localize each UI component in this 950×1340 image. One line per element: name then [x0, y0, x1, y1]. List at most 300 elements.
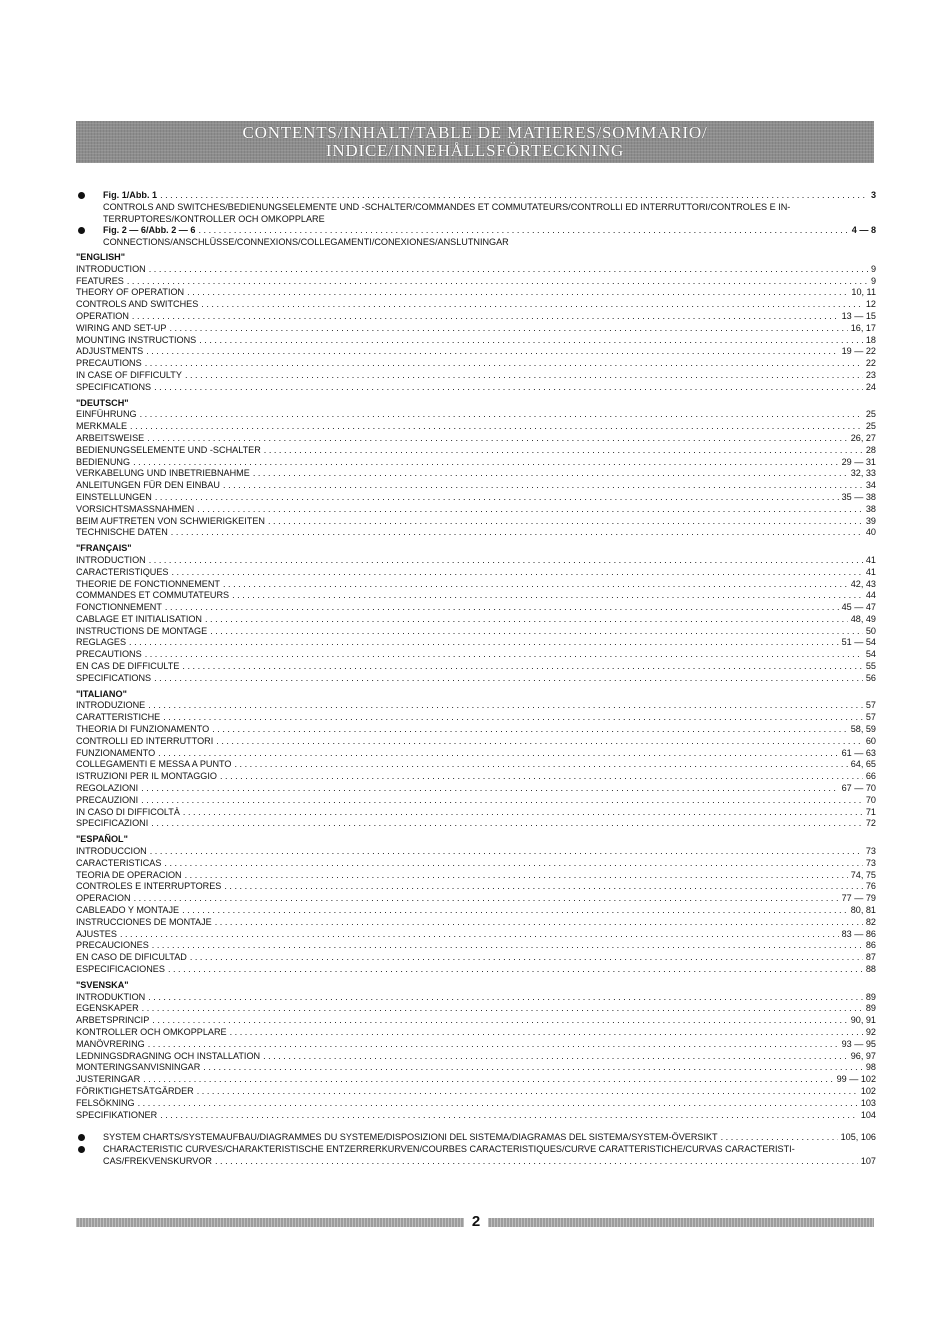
dot-leader [182, 661, 862, 673]
entry-title-line-1: CHARACTERISTIC CURVES/CHARAKTERISTISCHE ENTZERRERKURVEN/COURBES CARACTERISTIQUES/CURVE CARATTERISTICHE/CURVAS CARACTERISTI- [103, 1144, 795, 1155]
page-ref: 57 [865, 700, 876, 711]
dot-leader [160, 190, 868, 202]
entry-title: THEORIA DI FUNZIONAMENTO [76, 724, 210, 735]
page-ref: 12 [865, 299, 876, 310]
page-ref: 89 [865, 1003, 876, 1014]
toc-row [76, 1062, 876, 1074]
entry-title: EINFÜHRUNG [76, 409, 137, 420]
dot-leader [160, 1110, 858, 1122]
section-heading: "ENGLISH" [76, 251, 126, 262]
page-ref: 35 — 38 [841, 491, 876, 502]
toc-row [76, 940, 876, 952]
toc-row [76, 1086, 876, 1098]
section-heading: "FRANÇAIS" [76, 543, 132, 554]
dot-leader [148, 1039, 839, 1051]
dot-leader [268, 516, 863, 528]
entry-title: ISTRUZIONI PER IL MONTAGGIO [76, 771, 217, 782]
page-ref: 74, 75 [850, 869, 876, 880]
page-ref: 25 [865, 409, 876, 420]
toc-row [76, 555, 876, 567]
entry-title: SPECIFIKATIONER [76, 1109, 158, 1120]
page-ref: 73 [865, 857, 876, 868]
toc-row [76, 602, 876, 614]
appendix-entries [76, 1132, 876, 1167]
page-ref: 3 [870, 190, 876, 200]
dot-leader [224, 881, 863, 893]
dot-leader [142, 1003, 863, 1015]
dot-leader [223, 579, 848, 591]
entry-title: THEORY OF OPERATION [76, 287, 185, 298]
page-ref: 55 [865, 661, 876, 672]
toc-row [76, 1015, 876, 1027]
dot-leader [212, 724, 847, 736]
dot-leader [185, 370, 863, 382]
toc-row [76, 795, 876, 807]
page-ref: 38 [865, 503, 876, 514]
page-ref: 58, 59 [850, 724, 876, 735]
toc-row [76, 370, 876, 382]
page-ref: 26, 27 [850, 432, 876, 443]
figure-description: CONTROLS AND SWITCHES/BEDIENUNGSELEMENTE UND -SCHALTER/COMMANDES ET COMMUTATEURS/CONTROLLI ED INTERRUTTORI/CONTROLES E IN-TERRUPTORES/KONTROLLER OCH OMKOPPLARE [103, 201, 791, 224]
dot-leader [168, 964, 863, 976]
page-number: 2 [471, 1213, 481, 1230]
section-heading: "SVENSKA" [76, 979, 129, 990]
toc-row [76, 929, 876, 941]
dot-leader [205, 614, 848, 626]
dot-leader [140, 409, 863, 421]
toc-row [103, 1132, 876, 1144]
toc-row [76, 818, 876, 830]
dot-leader [127, 276, 868, 288]
dot-leader [149, 555, 863, 567]
dot-leader [163, 712, 863, 724]
bullet-icon [78, 192, 85, 199]
page-ref: 57 [865, 712, 876, 723]
entry-title: CABLEADO Y MONTAJE [76, 905, 180, 916]
entry-title: CONTROLLI ED INTERRUTTORI [76, 735, 214, 746]
toc-row [76, 264, 876, 276]
toc-row [76, 649, 876, 661]
toc-row [103, 190, 876, 202]
page-ref: 51 — 54 [841, 637, 876, 648]
contents-banner [76, 121, 874, 163]
figure-entry-2 [76, 225, 876, 249]
entry-title: INTRODUCTION [76, 263, 146, 274]
page-ref: 9 [870, 275, 876, 286]
dot-leader [169, 323, 847, 335]
toc-row [76, 1051, 876, 1063]
dot-leader [171, 567, 862, 579]
page-ref: 13 — 15 [841, 310, 876, 321]
banner-title-line-1: CONTENTS/INHALT/TABLE DE MATIERES/SOMMARIO/ [242, 123, 708, 142]
dot-leader [215, 1156, 858, 1168]
toc-row [76, 626, 876, 638]
dot-leader [264, 445, 863, 457]
toc-row [76, 382, 876, 394]
system-charts-entry [76, 1132, 876, 1144]
entry-title: ANLEITUNGEN FÜR DEN EINBAU [76, 480, 221, 491]
dot-leader [143, 1074, 833, 1086]
entry-title: BEIM AUFTRETEN VON SCHWIERIGKEITEN [76, 515, 265, 526]
bullet-icon [78, 227, 85, 234]
dot-leader [182, 905, 848, 917]
page-ref: 45 — 47 [841, 602, 876, 613]
entry-title: COMMANDES ET COMMUTATEURS [76, 590, 230, 601]
entry-title: INTRODUKTION [76, 991, 146, 1002]
page-ref: 70 [865, 794, 876, 805]
toc-row [76, 700, 876, 712]
dot-leader [164, 858, 862, 870]
dot-leader [197, 504, 863, 516]
entry-title: ADJUSTMENTS [76, 346, 144, 357]
entry-title: IN CASO DI DIFFICOLTÀ [76, 806, 180, 817]
dot-leader [148, 992, 863, 1004]
toc-row [76, 323, 876, 335]
dot-leader [154, 382, 863, 394]
table-of-contents [76, 190, 876, 1168]
entry-title: REGOLAZIONI [76, 783, 139, 794]
toc-row [76, 409, 876, 421]
page-ref: 61 — 63 [841, 747, 876, 758]
entry-title: INTRODUCCION [76, 846, 147, 857]
entry-title: VERKABELUNG UND INBETRIEBNAHME [76, 468, 250, 479]
entry-title: INSTRUCTIONS DE MONTAGE [76, 625, 208, 636]
toc-row [76, 590, 876, 602]
toc-row [76, 1027, 876, 1039]
toc-row [76, 858, 876, 870]
page-ref: 41 [865, 566, 876, 577]
entry-title: REGLAGES [76, 637, 127, 648]
bullet-icon [78, 1134, 85, 1141]
toc-row [76, 567, 876, 579]
toc-row [76, 952, 876, 964]
page-ref: 99 — 102 [836, 1074, 876, 1085]
entry-title: INTRODUCTION [76, 554, 146, 565]
entry-title: MERKMALE [76, 421, 128, 432]
page-ref: 86 [865, 940, 876, 951]
dot-leader [253, 468, 848, 480]
figure-label: Fig. 2 — 6/Abb. 2 — 6 [103, 225, 196, 236]
page-ref: 40 [865, 527, 876, 538]
toc-row [76, 1003, 876, 1015]
page-ref: 96, 97 [850, 1050, 876, 1061]
page-ref: 89 [865, 991, 876, 1002]
footer-rule-left [76, 1218, 464, 1227]
page-ref: 72 [865, 818, 876, 829]
dot-leader [185, 870, 848, 882]
language-sections [76, 252, 876, 1121]
page-ref: 73 [865, 846, 876, 857]
toc-row [76, 445, 876, 457]
toc-row [76, 504, 876, 516]
toc-row [76, 358, 876, 370]
dot-leader [201, 299, 863, 311]
entry-title: MONTERINGSANVISNINGAR [76, 1062, 201, 1073]
entry-title: EGENSKAPER [76, 1003, 139, 1014]
toc-row [76, 1039, 876, 1051]
figure-description: CONNECTIONS/ANSCHLÜSSE/CONNEXIONS/COLLEGAMENTI/CONEXIONES/ANSLUTNINGAR [103, 237, 509, 248]
toc-row [76, 421, 876, 433]
entry-title: PRECAUTIONS [76, 649, 142, 660]
page-ref: 18 [865, 334, 876, 345]
toc-row [76, 870, 876, 882]
toc-row [76, 457, 876, 469]
dot-leader [148, 700, 863, 712]
dot-leader [223, 480, 863, 492]
page-ref: 4 — 8 [851, 225, 876, 236]
entry-title: SPECIFICAZIONI [76, 818, 149, 829]
entry-title: LEDNINGSDRAGNING OCH INSTALLATION [76, 1050, 261, 1061]
entry-title: CABLAGE ET INITIALISATION [76, 613, 202, 624]
entry-title: CARACTERISTIQUES [76, 566, 169, 577]
dot-leader [138, 1098, 858, 1110]
toc-row [76, 614, 876, 626]
entry-title: OPERATION [76, 310, 129, 321]
toc-row [76, 724, 876, 736]
figure-entry-1 [76, 190, 876, 225]
dot-leader [154, 673, 863, 685]
page-ref: 42, 43 [850, 578, 876, 589]
dot-leader [165, 602, 839, 614]
toc-row [76, 783, 876, 795]
toc-row [76, 335, 876, 347]
page-ref: 76 [865, 881, 876, 892]
entry-title: ESPECIFICACIONES [76, 964, 165, 974]
toc-row [76, 299, 876, 311]
bullet-icon [78, 1146, 85, 1153]
dot-leader [198, 225, 848, 237]
toc-row [76, 964, 876, 976]
dot-leader [120, 929, 839, 941]
toc-row [76, 492, 876, 504]
dot-leader [234, 759, 847, 771]
entry-title: FÖRIKTIGHETSÅTGÄRDER [76, 1085, 194, 1096]
dot-leader [216, 736, 863, 748]
toc-row [76, 516, 876, 528]
page-ref: 34 [865, 480, 876, 491]
dot-leader [190, 952, 863, 964]
toc-row [76, 807, 876, 819]
entry-title: BEDIENUNGSELEMENTE UND -SCHALTER [76, 444, 261, 455]
toc-row [76, 311, 876, 323]
dot-leader [230, 1027, 863, 1039]
dot-leader [147, 433, 847, 445]
dot-leader [152, 940, 863, 952]
entry-title: CARATTERISTICHE [76, 712, 161, 723]
page-ref: 9 [870, 263, 876, 274]
entry-title: PRECAUZIONI [76, 794, 139, 805]
toc-row [76, 346, 876, 358]
page-ref: 67 — 70 [841, 783, 876, 794]
toc-row [76, 992, 876, 1004]
toc-row [76, 736, 876, 748]
dot-leader [210, 626, 863, 638]
page-ref: 32, 33 [850, 468, 876, 479]
page-ref: 77 — 79 [841, 893, 876, 904]
dot-leader [263, 1051, 848, 1063]
section-heading: "ITALIANO" [76, 688, 127, 699]
toc-row [76, 673, 876, 685]
toc-row [76, 527, 876, 539]
page-ref: 54 [865, 649, 876, 660]
entry-title: TECHNISCHE DATEN [76, 527, 168, 538]
dot-leader [149, 264, 868, 276]
dot-leader [232, 590, 863, 602]
entry-title: THEORIE DE FONCTIONNEMENT [76, 578, 220, 589]
toc-row [76, 1098, 876, 1110]
page-ref: 105, 106 [840, 1132, 876, 1143]
page-ref: 28 [865, 444, 876, 455]
dot-leader [187, 287, 848, 299]
entry-title: FONCTIONNEMENT [76, 602, 162, 613]
entry-title: EN CAS DE DIFFICULTE [76, 661, 180, 672]
dot-leader [183, 807, 863, 819]
page-ref: 107 [860, 1155, 876, 1166]
entry-title: MOUNTING INSTRUCTIONS [76, 334, 197, 345]
entry-title: SPECIFICATIONS [76, 381, 152, 392]
page-ref: 19 — 22 [841, 346, 876, 357]
entry-title: PRECAUTIONS [76, 358, 142, 369]
page-ref: 92 [865, 1026, 876, 1037]
entry-title: ARBEITSWEISE [76, 432, 145, 443]
page-ref: 48, 49 [850, 613, 876, 624]
page-ref: 22 [865, 358, 876, 369]
page-ref: 80, 81 [850, 905, 876, 916]
characteristic-curves-entry [76, 1144, 876, 1168]
page-ref: 88 [865, 964, 876, 974]
dot-leader [220, 771, 863, 783]
toc-row [76, 712, 876, 724]
toc-row [76, 433, 876, 445]
entry-title: FELSÖKNING [76, 1097, 135, 1108]
dot-leader [146, 346, 838, 358]
entry-title: MANÖVRERING [76, 1038, 145, 1049]
dot-leader [158, 748, 838, 760]
toc-row [76, 579, 876, 591]
dot-leader [133, 457, 839, 469]
dot-leader [141, 783, 838, 795]
toc-row [76, 287, 876, 299]
entry-title: IN CASE OF DIFFICULTY [76, 369, 182, 380]
toc-row [76, 480, 876, 492]
toc-row [76, 1074, 876, 1086]
dot-leader [199, 335, 863, 347]
page-ref: 71 [865, 806, 876, 817]
page-ref: 64, 65 [850, 759, 876, 770]
dot-leader [130, 421, 863, 433]
entry-title: EINSTELLUNGEN [76, 491, 152, 502]
entry-title: FUNZIONAMENTO [76, 747, 156, 758]
toc-row [76, 917, 876, 929]
page-ref: 41 [865, 554, 876, 565]
page-ref: 10, 11 [851, 287, 876, 298]
entry-title: VORSICHTSMASSNAHMEN [76, 503, 195, 514]
page-ref: 104 [860, 1109, 876, 1120]
footer-rule-right [488, 1218, 874, 1227]
entry-title: JUSTERINGAR [76, 1074, 141, 1085]
page-ref: 87 [865, 952, 876, 963]
toc-row [76, 893, 876, 905]
dot-leader [171, 527, 863, 539]
entry-title: TEORIA DE OPERACION [76, 869, 182, 880]
toc-row [76, 276, 876, 288]
entry-title: COLLEGAMENTI E MESSA A PUNTO [76, 759, 232, 770]
page-ref: 39 [865, 515, 876, 526]
entry-title: FEATURES [76, 275, 124, 286]
page-ref: 25 [865, 421, 876, 432]
entry-title: OPERACION [76, 893, 131, 904]
entry-title: PRECAUCIONES [76, 940, 149, 951]
entry-title: KONTROLLER OCH OMKOPPLARE [76, 1026, 227, 1037]
dot-leader [215, 917, 863, 929]
entry-title: SPECIFICATIONS [76, 672, 152, 683]
dot-leader [134, 893, 839, 905]
entry-title: EN CASO DE DIFICULTAD [76, 952, 187, 963]
entry-title: BEDIENUNG [76, 456, 131, 467]
entry-title: WIRING AND SET-UP [76, 322, 167, 333]
page-ref: 93 — 95 [841, 1038, 876, 1049]
dot-leader [197, 1086, 858, 1098]
dot-leader [145, 358, 863, 370]
section-heading: "DEUTSCH" [76, 397, 129, 408]
entry-title-line-2: CAS/FREKVENSKURVOR [103, 1155, 212, 1166]
toc-row [76, 661, 876, 673]
figure-label: Fig. 1/Abb. 1 [103, 190, 158, 200]
page-ref: 82 [865, 916, 876, 927]
page-ref: 56 [865, 672, 876, 683]
toc-row [76, 1110, 876, 1122]
page-ref: 103 [860, 1097, 876, 1108]
toc-row [76, 759, 876, 771]
dot-leader [150, 846, 863, 858]
toc-row [76, 748, 876, 760]
entry-title: CARACTERISTICAS [76, 857, 162, 868]
toc-row [103, 1156, 876, 1168]
entry-title: AJUSTES [76, 928, 117, 939]
page-ref: 98 [865, 1062, 876, 1073]
dot-leader [132, 311, 839, 323]
dot-leader [141, 795, 863, 807]
page-ref: 23 [865, 369, 876, 380]
dot-leader [145, 649, 863, 661]
page-ref: 83 — 86 [841, 928, 876, 939]
toc-row [76, 905, 876, 917]
page-ref: 44 [865, 590, 876, 601]
entry-title: INTRODUZIONE [76, 700, 146, 711]
entry-title: INSTRUCCIONES DE MONTAJE [76, 916, 212, 927]
page-ref: 16, 17 [850, 322, 876, 333]
page-ref: 24 [865, 381, 876, 392]
dot-leader [129, 637, 839, 649]
entry-title: CONTROLES E INTERRUPTORES [76, 881, 222, 892]
toc-row [76, 637, 876, 649]
banner-title-line-2: INDICE/INNEHÅLLSFÖRTECKNING [325, 141, 625, 160]
dot-leader [155, 492, 839, 504]
toc-row [76, 846, 876, 858]
dot-leader [151, 818, 863, 830]
dot-leader [152, 1015, 847, 1027]
entry-title: CONTROLS AND SWITCHES [76, 299, 199, 310]
toc-row [76, 881, 876, 893]
page-ref: 66 [865, 771, 876, 782]
page-ref: 90, 91 [850, 1015, 876, 1026]
dot-leader [203, 1062, 863, 1074]
page-ref: 50 [865, 625, 876, 636]
page-ref: 60 [865, 735, 876, 746]
entry-title: ARBETSPRINCIP [76, 1015, 150, 1026]
section-heading: "ESPAÑOL" [76, 834, 128, 845]
toc-row [103, 225, 876, 237]
